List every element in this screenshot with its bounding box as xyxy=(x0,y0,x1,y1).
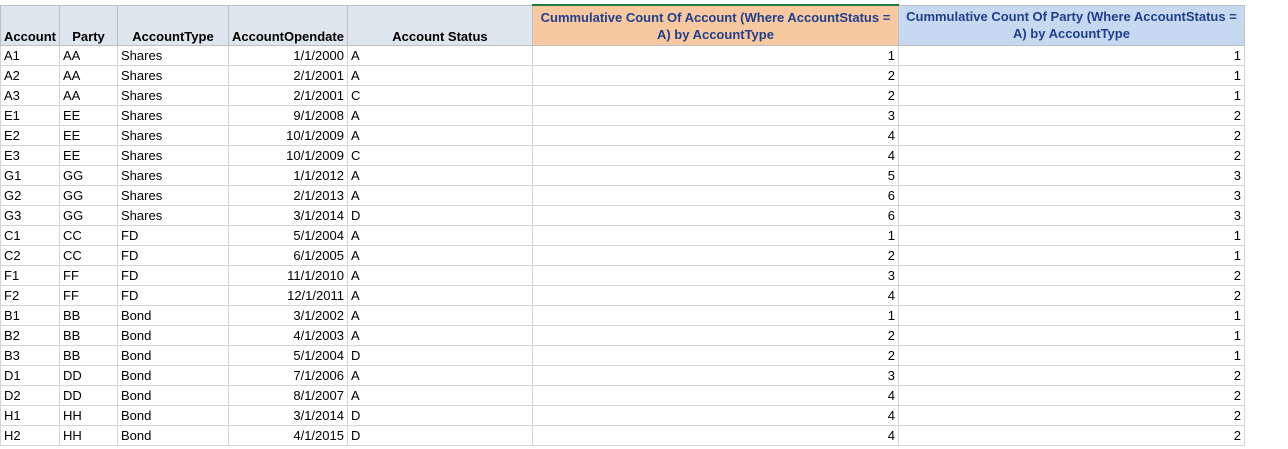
table-row xyxy=(1,66,1245,86)
cell-account[interactable]: E3 xyxy=(1,146,60,166)
cell-open-date[interactable]: 4/1/2015 xyxy=(229,426,348,446)
cell-open-date[interactable]: 9/1/2008 xyxy=(229,106,348,126)
cell-status[interactable]: A xyxy=(347,246,532,266)
cell-cum-party[interactable]: 1 xyxy=(898,86,1244,106)
cell-cum-account[interactable]: 4 xyxy=(532,126,898,146)
cell-account[interactable]: E2 xyxy=(1,126,60,146)
cell-account[interactable]: B2 xyxy=(1,326,60,346)
cell-status[interactable]: A xyxy=(347,286,532,306)
cell-cum-party[interactable]: 1 xyxy=(898,226,1244,246)
cell-cum-party[interactable]: 2 xyxy=(898,406,1244,426)
table-row xyxy=(1,166,1245,186)
cell-open-date[interactable]: 8/1/2007 xyxy=(229,386,348,406)
cell-account[interactable]: E1 xyxy=(1,106,60,126)
cell-status[interactable]: A xyxy=(347,106,532,126)
cell-status[interactable]: D xyxy=(347,426,532,446)
table-row xyxy=(1,406,1245,426)
cell-status[interactable]: C xyxy=(347,86,532,106)
cell-account[interactable]: B1 xyxy=(1,306,60,326)
cell-account[interactable]: B3 xyxy=(1,346,60,366)
cell-open-date[interactable]: 7/1/2006 xyxy=(229,366,348,386)
cell-account[interactable]: C2 xyxy=(1,246,60,266)
cell-party[interactable]: CC xyxy=(60,246,118,266)
cell-party[interactable]: EE xyxy=(60,106,118,126)
cell-cum-party[interactable]: 3 xyxy=(898,206,1244,226)
table-row xyxy=(1,46,1245,66)
cell-account-type[interactable]: FD xyxy=(118,226,229,246)
table-row xyxy=(1,266,1245,286)
cell-cum-party[interactable]: 2 xyxy=(898,146,1244,166)
cell-account-type[interactable]: Shares xyxy=(118,66,229,86)
cell-open-date[interactable]: 12/1/2011 xyxy=(229,286,348,306)
cell-party[interactable]: BB xyxy=(60,326,118,346)
cell-party[interactable]: GG xyxy=(60,186,118,206)
cell-party[interactable]: GG xyxy=(60,206,118,226)
cell-open-date[interactable]: 1/1/2012 xyxy=(229,166,348,186)
table-row xyxy=(1,126,1245,146)
cell-party[interactable]: CC xyxy=(60,226,118,246)
table-row xyxy=(1,326,1245,346)
cell-party[interactable]: HH xyxy=(60,426,118,446)
cell-account-type[interactable]: Bond xyxy=(118,386,229,406)
cell-account[interactable]: C1 xyxy=(1,226,60,246)
cell-status[interactable]: A xyxy=(347,386,532,406)
cell-cum-party[interactable]: 2 xyxy=(898,426,1244,446)
cell-cum-account[interactable]: 2 xyxy=(532,86,898,106)
cell-account-type[interactable]: FD xyxy=(118,266,229,286)
cell-cum-account[interactable]: 4 xyxy=(532,406,898,426)
cell-account[interactable]: G1 xyxy=(1,166,60,186)
cell-cum-account[interactable]: 4 xyxy=(532,146,898,166)
cell-open-date[interactable]: 3/1/2002 xyxy=(229,306,348,326)
cell-account-type[interactable]: Bond xyxy=(118,366,229,386)
cell-account-type[interactable]: Shares xyxy=(118,146,229,166)
cell-account-type[interactable]: Shares xyxy=(118,186,229,206)
cell-open-date[interactable]: 1/1/2000 xyxy=(229,46,348,66)
cell-open-date[interactable]: 2/1/2013 xyxy=(229,186,348,206)
cell-cum-party[interactable]: 2 xyxy=(898,106,1244,126)
cell-account-type[interactable]: Bond xyxy=(118,306,229,326)
cell-party[interactable]: AA xyxy=(60,66,118,86)
cell-account[interactable]: A1 xyxy=(1,46,60,66)
cell-cum-party[interactable]: 2 xyxy=(898,126,1244,146)
cell-account[interactable]: A3 xyxy=(1,86,60,106)
cell-cum-party[interactable]: 1 xyxy=(898,66,1244,86)
cell-open-date[interactable]: 2/1/2001 xyxy=(229,66,348,86)
cell-cum-party[interactable]: 2 xyxy=(898,386,1244,406)
cell-party[interactable]: EE xyxy=(60,146,118,166)
header-account[interactable]: Account xyxy=(1,5,60,46)
cell-cum-party[interactable]: 1 xyxy=(898,46,1244,66)
cell-status[interactable]: A xyxy=(347,266,532,286)
cell-account[interactable]: G2 xyxy=(1,186,60,206)
table-row xyxy=(1,246,1245,266)
cell-open-date[interactable]: 3/1/2014 xyxy=(229,206,348,226)
cell-account[interactable]: G3 xyxy=(1,206,60,226)
cell-cum-party[interactable]: 2 xyxy=(898,286,1244,306)
header-cum-account[interactable]: Cummulative Count Of Account (Where AccountStatus = A) by AccountType xyxy=(532,5,898,46)
cell-party[interactable]: BB xyxy=(60,306,118,326)
cell-cum-account[interactable]: 6 xyxy=(532,206,898,226)
cell-cum-account[interactable]: 1 xyxy=(532,46,898,66)
cell-party[interactable]: AA xyxy=(60,86,118,106)
header-account-type[interactable]: AccountType xyxy=(118,5,229,46)
cell-status[interactable]: D xyxy=(347,346,532,366)
cell-open-date[interactable]: 6/1/2005 xyxy=(229,246,348,266)
cell-open-date[interactable]: 2/1/2001 xyxy=(229,86,348,106)
cell-party[interactable]: AA xyxy=(60,46,118,66)
cell-party[interactable]: HH xyxy=(60,406,118,426)
cell-cum-party[interactable]: 3 xyxy=(898,186,1244,206)
cell-account[interactable]: H1 xyxy=(1,406,60,426)
cell-party[interactable]: GG xyxy=(60,166,118,186)
cell-status[interactable]: A xyxy=(347,126,532,146)
cell-status[interactable]: A xyxy=(347,66,532,86)
cell-account[interactable]: H2 xyxy=(1,426,60,446)
header-party[interactable]: Party xyxy=(60,5,118,46)
cell-status[interactable]: A xyxy=(347,226,532,246)
cell-status[interactable]: A xyxy=(347,326,532,346)
cell-open-date[interactable]: 4/1/2003 xyxy=(229,326,348,346)
table-row xyxy=(1,206,1245,226)
cell-party[interactable]: DD xyxy=(60,386,118,406)
table-row xyxy=(1,286,1245,306)
cell-account-type[interactable]: Bond xyxy=(118,406,229,426)
cell-account[interactable]: D2 xyxy=(1,386,60,406)
cell-status[interactable]: C xyxy=(347,146,532,166)
cell-open-date[interactable]: 5/1/2004 xyxy=(229,346,348,366)
cell-open-date[interactable]: 11/1/2010 xyxy=(229,266,348,286)
cell-status[interactable]: A xyxy=(347,306,532,326)
table-row xyxy=(1,106,1245,126)
table-row xyxy=(1,86,1245,106)
data-table xyxy=(0,4,1245,446)
cell-open-date[interactable]: 3/1/2014 xyxy=(229,406,348,426)
cell-status[interactable]: A xyxy=(347,166,532,186)
cell-account-type[interactable]: Shares xyxy=(118,166,229,186)
cell-account-type[interactable]: Bond xyxy=(118,326,229,346)
header-open-date[interactable]: AccountOpendate xyxy=(229,5,348,46)
cell-account-type[interactable]: Bond xyxy=(118,346,229,366)
cell-account-type[interactable]: Shares xyxy=(118,126,229,146)
cell-cum-account[interactable]: 4 xyxy=(532,286,898,306)
table-row xyxy=(1,366,1245,386)
cell-cum-party[interactable]: 1 xyxy=(898,326,1244,346)
cell-party[interactable]: FF xyxy=(60,266,118,286)
table-row xyxy=(1,306,1245,326)
cell-party[interactable]: BB xyxy=(60,346,118,366)
table-row xyxy=(1,346,1245,366)
cell-party[interactable]: EE xyxy=(60,126,118,146)
table-row xyxy=(1,146,1245,166)
table-row xyxy=(1,226,1245,246)
header-cum-party[interactable]: Cummulative Count Of Party (Where AccountStatus = A) by AccountType xyxy=(898,5,1244,46)
cell-account-type[interactable]: Shares xyxy=(118,46,229,66)
cell-cum-party[interactable]: 1 xyxy=(898,246,1244,266)
cell-cum-account[interactable]: 3 xyxy=(532,266,898,286)
cell-account[interactable]: D1 xyxy=(1,366,60,386)
cell-status[interactable]: D xyxy=(347,206,532,226)
cell-account-type[interactable]: FD xyxy=(118,246,229,266)
cell-status[interactable]: A xyxy=(347,46,532,66)
cell-open-date[interactable]: 10/1/2009 xyxy=(229,146,348,166)
cell-account-type[interactable]: Shares xyxy=(118,206,229,226)
cell-party[interactable]: FF xyxy=(60,286,118,306)
table-row xyxy=(1,426,1245,446)
cell-cum-account[interactable]: 5 xyxy=(532,166,898,186)
cell-cum-account[interactable]: 2 xyxy=(532,346,898,366)
cell-open-date[interactable]: 5/1/2004 xyxy=(229,226,348,246)
cell-cum-account[interactable]: 2 xyxy=(532,326,898,346)
table-row xyxy=(1,186,1245,206)
cell-cum-party[interactable]: 2 xyxy=(898,366,1244,386)
cell-account[interactable]: F2 xyxy=(1,286,60,306)
cell-cum-account[interactable]: 3 xyxy=(532,366,898,386)
cell-party[interactable]: DD xyxy=(60,366,118,386)
cell-cum-account[interactable]: 3 xyxy=(532,106,898,126)
cell-cum-account[interactable]: 4 xyxy=(532,386,898,406)
header-row xyxy=(1,5,1245,46)
cell-cum-account[interactable]: 4 xyxy=(532,426,898,446)
cell-cum-party[interactable]: 2 xyxy=(898,266,1244,286)
cell-account-type[interactable]: FD xyxy=(118,286,229,306)
cell-cum-account[interactable]: 2 xyxy=(532,246,898,266)
cell-account-type[interactable]: Bond xyxy=(118,426,229,446)
cell-cum-account[interactable]: 1 xyxy=(532,226,898,246)
cell-cum-account[interactable]: 6 xyxy=(532,186,898,206)
cell-account-type[interactable]: Shares xyxy=(118,86,229,106)
cell-status[interactable]: D xyxy=(347,406,532,426)
cell-open-date[interactable]: 10/1/2009 xyxy=(229,126,348,146)
cell-status[interactable]: A xyxy=(347,186,532,206)
cell-status[interactable]: A xyxy=(347,366,532,386)
cell-account[interactable]: F1 xyxy=(1,266,60,286)
cell-account-type[interactable]: Shares xyxy=(118,106,229,126)
cell-account[interactable]: A2 xyxy=(1,66,60,86)
cell-cum-account[interactable]: 2 xyxy=(532,66,898,86)
cell-cum-party[interactable]: 1 xyxy=(898,346,1244,366)
table-row xyxy=(1,386,1245,406)
cell-cum-account[interactable]: 1 xyxy=(532,306,898,326)
header-status[interactable]: Account Status xyxy=(347,5,532,46)
cell-cum-party[interactable]: 3 xyxy=(898,166,1244,186)
cell-cum-party[interactable]: 1 xyxy=(898,306,1244,326)
